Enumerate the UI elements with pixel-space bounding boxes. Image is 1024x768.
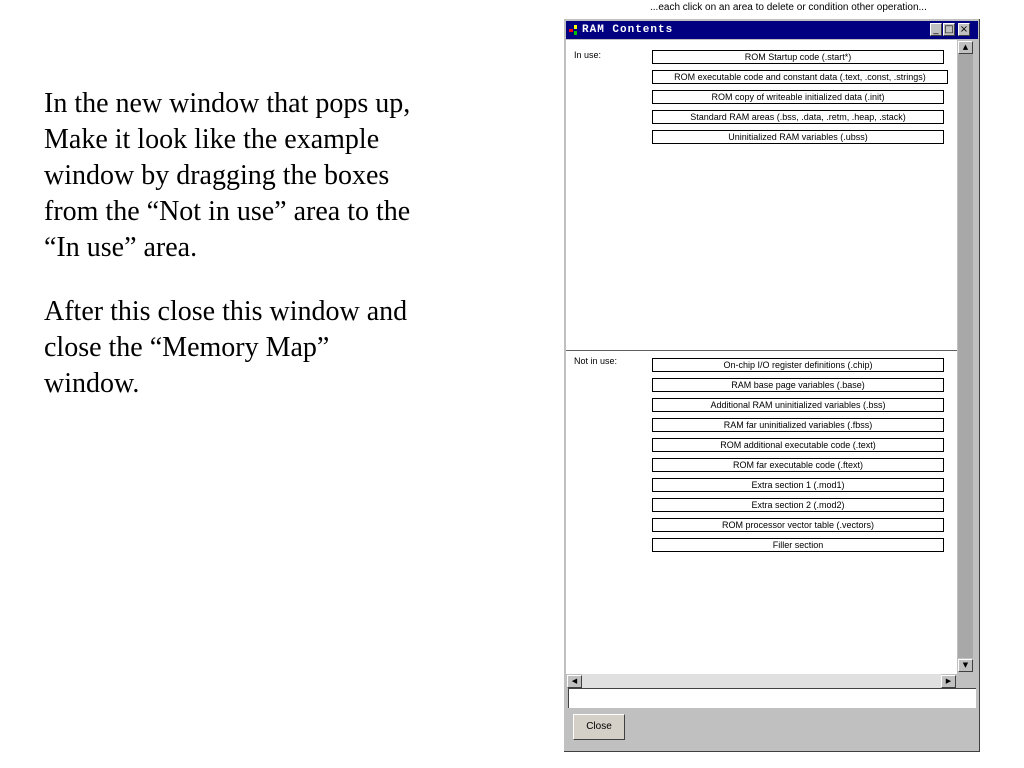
section-box-vectors[interactable]: ROM processor vector table (.vectors)	[652, 518, 944, 532]
horizontal-scrollbar[interactable]	[566, 674, 957, 688]
background-window-fragment: ...each click on an area to delete or condition other operation...	[650, 2, 927, 13]
scroll-left-button[interactable]: ◀	[567, 675, 582, 688]
section-box-bss[interactable]: Additional RAM uninitialized variables (.bss)	[652, 398, 944, 412]
ram-contents-window	[564, 19, 980, 752]
vertical-scrollbar[interactable]	[957, 40, 974, 674]
section-box-mod2[interactable]: Extra section 2 (.mod2)	[652, 498, 944, 512]
section-box-text-const[interactable]: ROM executable code and constant data (.text, .const, .strings)	[652, 70, 948, 84]
not-in-use-label: Not in use:	[574, 356, 618, 366]
maximize-button[interactable]: □	[944, 24, 954, 35]
app-icon	[569, 24, 579, 36]
area-divider	[566, 350, 957, 351]
instruction-paragraph-2: After this close this window and close the “Memory Map” window.	[44, 296, 408, 399]
close-button[interactable]: Close	[573, 714, 625, 740]
section-box-ubss[interactable]: Uninitialized RAM variables (.ubss)	[652, 130, 944, 144]
scroll-right-button[interactable]: ▶	[941, 675, 956, 688]
instruction-paragraph-1: In the new window that pops up, Make it look like the example window by dragging the boxes from the “Not in use” area to the “In use” area.	[44, 88, 411, 263]
title-bar[interactable]	[566, 21, 978, 39]
section-box-mod1[interactable]: Extra section 1 (.mod1)	[652, 478, 944, 492]
in-use-label: In use:	[574, 50, 602, 60]
sections-panel	[566, 40, 957, 674]
instructions-text	[44, 86, 424, 430]
window-title: RAM Contents	[582, 24, 674, 36]
section-box-ftext[interactable]: ROM far executable code (.ftext)	[652, 458, 944, 472]
section-box-start[interactable]: ROM Startup code (.start*)	[652, 50, 944, 64]
status-field[interactable]	[568, 688, 976, 708]
close-window-button[interactable]: ×	[959, 24, 969, 35]
section-box-init[interactable]: ROM copy of writeable initialized data (.init)	[652, 90, 944, 104]
section-box-fbss[interactable]: RAM far uninitialized variables (.fbss)	[652, 418, 944, 432]
section-box-filler[interactable]: Filler section	[652, 538, 944, 552]
section-box-base[interactable]: RAM base page variables (.base)	[652, 378, 944, 392]
section-box-text[interactable]: ROM additional executable code (.text)	[652, 438, 944, 452]
horizontal-scroll-track[interactable]	[582, 674, 941, 688]
scroll-up-button[interactable]: ▲	[958, 41, 973, 54]
scroll-down-button[interactable]: ▼	[958, 659, 973, 672]
section-box-chip[interactable]: On-chip I/O register definitions (.chip)	[652, 358, 944, 372]
section-box-standard-ram[interactable]: Standard RAM areas (.bss, .data, .retm, .heap, .stack)	[652, 110, 944, 124]
minimize-button[interactable]: _	[930, 23, 942, 36]
vertical-scroll-thumb[interactable]	[958, 54, 973, 658]
